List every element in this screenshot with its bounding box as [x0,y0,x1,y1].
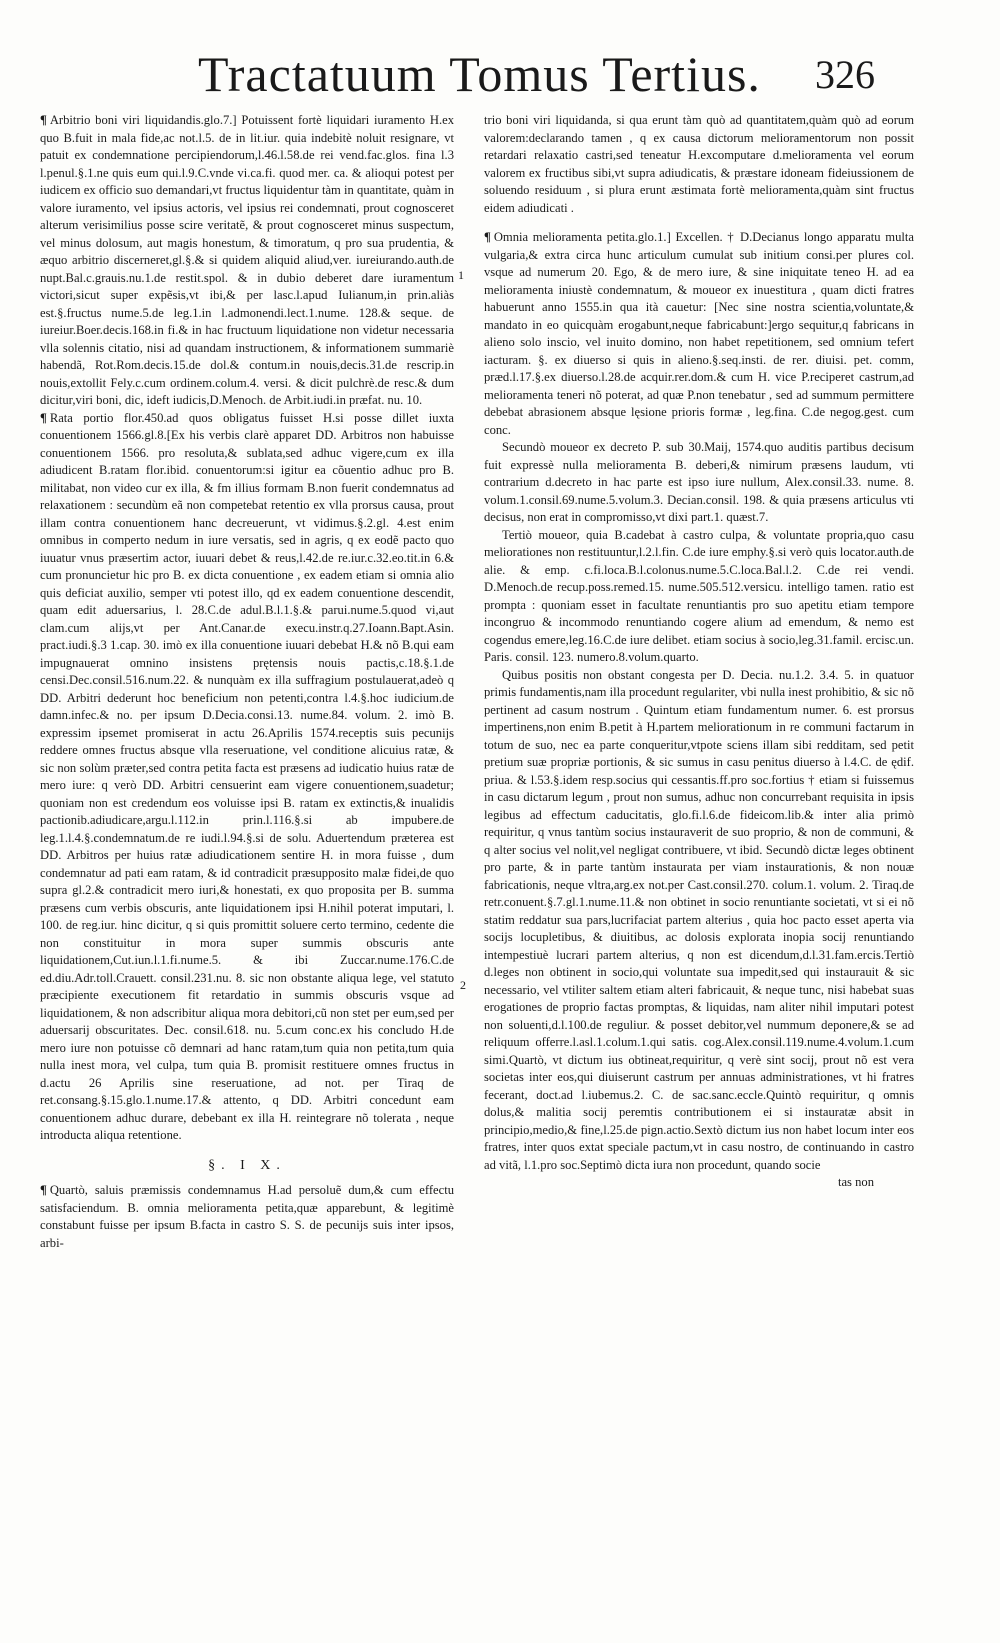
section-heading: §. I X. [208,1157,286,1173]
page-header [0,44,1000,114]
margin-marker: 2 [460,978,466,992]
gloss-paragraph: ¶ Arbitrio boni viri liquidandis.glo.7.] Potuissent fortè liquidari iuramento H.ex quo B.fuit in mala fide,ac not.l.5. de in lit.iur. quia indebitè noluit resignare, vt patuit ex condemnatione percipiendorum,l.46.l.58.de rei vend.fac.glos. fina l.3 l.penul.§.1.ne quis eum qui.l.9.C.vnde vi.ca.fi. quod mer. ca. & alioqui potest per iudicem ex officio suo demandari,vt fructus liquidentur tàm in quantitate, quàm in valore iuramento, vel ipsius actoris, vel ipsius rei condemnati, prout cognosceret alterum verisimilius posse scire veritatẽ, & prout cognosceret minus suspectum, vel minus dolosum, aut magis honestum, & timoratum, q pro sua prudentia, & æquo arbitrio discerneret,gl.§.& si quidem aliquid aliud,ver. iureiurando.auth.de nupt.Bal.c.grauis.nu.1.de restit.spol. & in dubio deberet dare iuramentum victori,sicut super expẽsis,vt ibi,& per lasc.l.apud Iulianum,in prin.aliàs est.§.fructus nume.5.de leg.1.in l.admonendi.lect.1.nume. 128.& seque. de iureiur.Boer.decis.168.in fi.& in hac fructuum liquidatione non videtur necessaria vlla solennis citatio, nisi ad quandam instructionem, & informationem summariè habendã, Rot.Rom.decis.15.de dol.& contum.in nouis,decis.31.de rescrip.in nouis,extollit Fely.c.cum ordinem.colum.4. versi. & dicit pulchrè.de resc.& dum dicitur,viri boni, dic, ideft iudicis,D.Menoch. de Arbit.iudi.in præfat. nu. 10. [40,112,454,410]
gloss-paragraph: Quibus positis non obstant congesta per D. Decia. nu.1.2. 3.4. 5. in quatuor primis fundamentis,nam illa procedunt regulariter, vbi nulla inest prohibitio, & sic nõ pertinent ad casum nostrum . Quintum etiam fundamentum numer. 6. est prorsus impertinens,non enim B.petit à H.partem meliorationum in re communi factarum in totum de suo, nec ea parte conqueritur,vtpote sciens illam sibi redditam, sed petit pretium suæ propriæ portionis, & sic sumus in casu penitus diuerso à l.4.C. de ędif. priua. & l.53.§.idem resp.socius qui cessantis.ff.pro soc.fortius † etiam si fuissemus in casu dictarum legum , prout non sumus, adhuc non concurrebant requisita in ipsis legibus ad effectum caducitatis, glo.fi.l.6.de fideicom.lib.& inter alia primò requiritur, q vnus tantùm socius instauraverit de suo proprio, & non de communi, & q alter socius vel nolit,vel negligat contribuere, vt ibid. Secundò dictæ leges obtinent pro parte, & in parte tantùm instaurata per viam instaurationis, & non nouæ fabricationis, neque vltra,arg.ex not.per Cast.consil.270. colum.1. volum. 2. Tiraq.de retr.conuent.§.7.gl.1.nume.11.& non obtinet in socio renuntiante societati, vt si ei nõ statim reddatur sua pars,lucrifaciat partem alterius , quia hoc pacto esset aperta via socijs locupletibus, & diuitibus, ac dolosis explorata inopia socij renuntiando intempestiuè lucrari partem alterius, q non est dicendum,d.l.31.fam.ercis.Tertiò d.leges non obtinent in socio,qui voluntate sua impedit,sed qui instaurauit & sic necessario, vel vtiliter saltem etiam alteri fabricauit, & neque tunc, nisi habebat suas erogationes de proprio factas promptas, & liquidas, nam aliter nihil imputari potest non soluenti,d.l.100.de reguliur. & posset debitor,vel nummum deponere,& se ad reliquum offerre.l.asl.1.colum.1.qui satis. cog.Alex.consil.119.nume.4.volum.1.cum simi.Quartò, vt dictum ius obtineat,requiritur, q verè sint socij, prout nõ est vera societas inter eos,qui diuiserunt castrum per annuas administrationes, vt hi fratres fecerant, doct.ad l.iubemus.2. C. de sac.sanc.eccle.Quintò requiritur, q omnis dolus,& malitia socij peremtis contributionem ei si instauratæ absit in principio,medio,& fine,l.25.de pign.actio.Sextò dictum ius non habet locum inter eos fratres, inter quos extat speciale pactum,vt in casu nostro, de continuando in castro ad vitã, l.1.pro soc.Septimò dicta iura non procedunt, quando socie [484,667,914,1172]
running-title: Tractatuum Tomus Tertius. [198,46,761,102]
gloss-paragraph: trio boni viri liquidanda, si qua erunt tàm quò ad quantitatem,quàm quò ad eorum valorem:declarando tamen , q ex causa dictorum melioramentorum non possit retardari relaxatio castri,sed teneatur H.excomputare d.melioramenta vel eorum valorem ex fructibus sibi,vt supra adiudicatis, & præstare idoneam fideiussionem de soluendo residuum , si plura erunt æstimata fortè melioramenta,quàm sint fructus eidem adiudicati . [484,113,914,215]
left-column [40,112,454,1252]
page-number: 326 [815,52,875,97]
margin-marker: 1 [458,268,464,282]
gloss-paragraph: Tertiò moueor, quia B.cadebat à castro culpa, & voluntate propria,quo casu meliorationes non restituuntur,l.2.l.fin. C.de iure emphy.§.si verò quis locator.auth.de alie. & emp. c.fi.loca.B.l.colonus.nume.5.C.loca.Bal.l.2. C.de rei vendi. D.Menoch.de recup.poss.remed.15. nume.505.512.versicu. intelligo tamen. ratio est prompta : quoniam esset in facultate renuntiantis pro suo apetitu etiam tempore incongruo & incommodo renuntiando cogere alium ad emendum, & nemo est cogendus emere,leg.16.C.de iure delibet. etiam socius à socio,leg.31.famil. ercisc.un. Paris. consil. 123. numero.8.volum.quarto. [484,527,914,664]
right-column [484,112,914,1192]
gloss-paragraph: ¶ Quartò, saluis præmissis condemnamus H.ad persoluẽ dum,& cum effectu satisfaciendum. B. omnia melioramenta petita,quæ apparebunt, & legitimè constabunt fuisse per ipsum B.facta in castro S. S. de pecunijs suis inter ipsos, arbi- [40,1182,454,1252]
gloss-paragraph: ¶ Omnia melioramenta petita.glo.1.] Excellen. † D.Decianus longo apparatu multa vulgaria,& extra circa hunc articulum cumulat sub initium consi.per plures col. vsque ad numerum 20. Ego, & de mero iure, & sine iniquitate teneo H. ad ea melioramenta iniustè condemnatum, & moueor ex inuestitura , quam dicti fratres habuerunt anno 1555.in qua ità cauetur: [Nec sine nostra scientia,voluntate,& mandato in eo quicquàm erogabunt,neque fabricabunt:]ergo sequitur,q fabricans in alieno solo inscio, vel inuito domino, non habet repetitionem, sed omnium tefert iacturam. §. ex diuerso si quis in alieno.§.seq.insti. de rer. diuisi. pet. comm, præd.l.17.§.ex diuerso.l.28.de acquir.rer.dom.& cum H. vice P.reciperet castrum,ad melioramenta teneri nõ poterat, ad quæ P.non tenebatur , sed ad summum permittere debebat abrasionem absque lęsione prioris formæ , leg.fina. C.de negog.gest. cum conc. [484,229,914,439]
gloss-paragraph: ¶ Rata portio flor.450.ad quos obligatus fuisset H.si posse dillet iuxta conuentionem 1566.gl.8.[Ex his verbis clarè apparet DD. Arbitros non habuisse conuentionem 1566. pro resoluta,& sublata,sed adhuc vigere,cum ex illa adiudicent B.ratam flor.ibid. conuentorum:si igitur ea cõuentio adhuc pro B. militabat, non video cur ex illa, & fm illius formam B.non fuerit condemnatus ad relaxationem : secundùm eã non competebat retentio ex vlla prorsus causa, prout illam contra conuentionem hanc decreuerunt, vt vidimus.§.2.gl. 4.est enim omnibus in comperto nedum in iure versatis, sed in agris, q ex eodẽ pacto quo iuuatur vnus præsertim actor, iuuari debet & reus,l.42.de re.iur.c.32.eo.tit.in 6.& cum pronuncietur hic pro B. ex dicta conuentione , ex eadem etiam si omnia alio quis deficiat auxilio, semper vti potest illo, qd ex eadem conuentione descendit, quam edit aduersarius, l. 28.C.de adul.B.l.1.§.& parui.nume.5.quod vi,aut clam.cum alijs,vt per Ant.Canar.de execu.instr.q.27.Ioann.Bapt.Asin. pract.iudi.§.3 1.cap. 30. imò ex illa conuentione iuuari debebat H.& nõ B.qui eam impugnauerat omnino insistens prętensis nouis pactis,c.18.§.1.de censi.Dec.consil.516.num.22. & nunquàm ex illa suffragium postulauerat,adeò q DD. Arbitri dederunt hoc beneficium non petenti,contra l.4.§.hoc iudicium.de damn.infec.& no. per ipsum D.Decia.consi.13. nume.84. volum. 2. imò B. expressim ipsemet promiserat in actu 26.Aprilis 1574.receptis suis pecunijs reddere omnes fructus absque vlla reseruatione, vel conditione alicuius ratæ, & sic non solùm præter,sed contra petita facta est præsens ad iudicatio huius ratæ de mero iure: q verò DD. Arbitri censuerint eam vigere conuentionem,suadetur; quoniam non est credendum eos voluisse ipsi B. ratam ex extinctis,& inualidis pactionib.adiudicare,argu.l.112.in prin.l.116.§.si ab impubere.de leg.1.l.4.§.condemnatum.de re iudi.l.94.§.si de solu. Aduertendum præterea est DD. Arbitros per huius ratæ adiudicationem sentire H. in mora fuisse , dum condemnatur ad pati eam ratam, & id contradicit præsupposito malæ fidei,de quo supra gl.2.& contradicit mero iuri,& honestati, ex quo proposita per B. summa præsens cum verbis obscuris, ante liquidationem ipsi H.nihil poterat imputari, l. 100. de reg.iur. hinc dicitur, q si quis promittit soluere certo termino, cedente die non constituitur in mora super summis obscuris ante liquidationem,Cut.iun.l.1.fi.nume.5. & ibi Zuccar.nume.176.C.de ed.diu.Adr.toll.Crauett. consil.231.nu. 8. sic non obstante aliqua lege, vel statuto præcipiente executionem fit retardatio in summis obscuris vsque ad liquidationem, & non adscribitur aliqua mora debitori,cũ non stet per eum,sed per aduersarij obscuritates. Dec. consil.618. nu. 5.cum conc.ex his concludo H.de mero iure non potuisse cõ demnari ad hanc ratam,tum quia non petita,tum quia nulla inest mora, vel culpa, tum quia B. promisit restituere omnes fructus in d.actu 26 Aprilis sine reseruatione, ad not. per Tiraq de ret.consang.§.15.glo.1.nume.17.& attento, q DD. Arbitri concedunt eam conuentionem adhuc durare, debebant ex illa H. reintegrare nõ tolerata , neque introducta aliqua retentione. [40,410,454,1145]
gloss-paragraph: Secundò moueor ex decreto P. sub 30.Maij, 1574.quo auditis partibus decisum fuit expressè nulla melioramenta B. deberi,& nimirum præsens laudum, vti contrarium d.decreto in hac parte est ipso iure nullum, Alex.consil.33. nume. 8. volum.1.consil.69.nume.5.volum.3. Decian.consil. 198. & quia præsens articulus vti decisus, non erat in compromisso,vt dixi part.1. quæst.7. [484,440,914,524]
catchword: tas non [837,1175,874,1189]
